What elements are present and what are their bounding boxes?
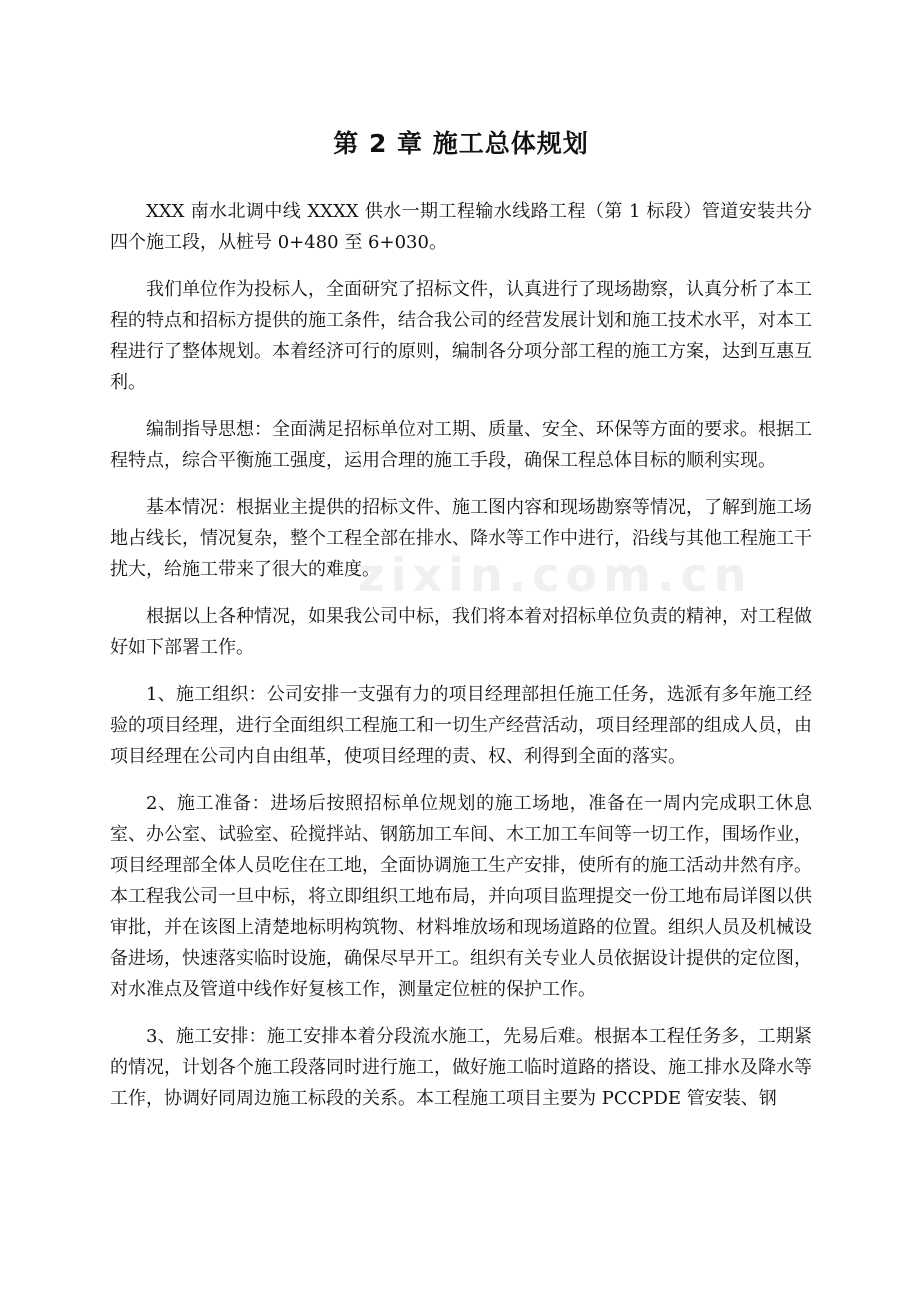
paragraph-construction-arrangement: 3、施工安排：施工安排本着分段流水施工，先易后难。根据本工程任务多，工期紧的情况，计划各个施工段落同时进行施工，做好施工临时道路的搭设、施工排水及降水等工作，协调好同周边施工标段的关系。本工程施工项目主要为 PCCPDE 管安装、钢 xyxy=(110,1026,812,1109)
paragraph-intro: XXX 南水北调中线 XXXX 供水一期工程输水线路工程（第 1 标段）管道安装共分四个施工段，从桩号 0+480 至 6+030。 xyxy=(110,201,812,253)
paragraph-construction-preparation: 2、施工准备：进场后按照招标单位规划的施工场地，准备在一周内完成职工休息室、办公室、试验室、砼搅拌站、钢筋加工车间、木工加工车间等一切工作，围场作业，项目经理部全体人员吃住在工地，全面协调施工生产安排，使所有的施工活动井然有序。本工程我公司一旦中标，将立即组织工地布局，并向项目监理提交一份工地布局详图以供审批，并在该图上清楚地标明构筑物、材料堆放场和现场道路的位置。组织人员及机械设备进场，快速落实临时设施，确保尽早开工。组织有关专业人员依据设计提供的定位图，对水准点及管道中线作好复核工作，测量定位桩的保护工作。 xyxy=(110,793,812,1000)
document-page xyxy=(110,126,812,1130)
paragraph-construction-organization: 1、施工组织：公司安排一支强有力的项目经理部担任施工任务，选派有多年施工经验的项目经理，进行全面组织工程施工和一切生产经营活动，项目经理部的组成人员，由项目经理在公司内自由组革，使项目经理的责、权、利得到全面的落实。 xyxy=(110,684,812,767)
paragraph-deployment: 根据以上各种情况，如果我公司中标，我们将本着对招标单位负责的精神，对工程做好如下部署工作。 xyxy=(110,606,812,658)
paragraph-basic-situation: 基本情况：根据业主提供的招标文件、施工图内容和现场勘察等情况，了解到施工场地占线长，情况复杂，整个工程全部在排水、降水等工作中进行，沿线与其他工程施工干扰大，给施工带来了很大的难度。 xyxy=(110,497,812,580)
chapter-title: 第 2 章 施工总体规划 xyxy=(333,129,589,158)
watermark: zixin.com.cn xyxy=(358,548,753,602)
paragraph-bidder-planning: 我们单位作为投标人，全面研究了招标文件，认真进行了现场勘察，认真分析了本工程的特点和招标方提供的施工条件，结合我公司的经营发展计划和施工技术水平，对本工程进行了整体规划。本着经济可行的原则，编制各分项分部工程的施工方案，达到互惠互利。 xyxy=(110,279,812,393)
paragraph-guiding-idea: 编制指导思想：全面满足招标单位对工期、质量、安全、环保等方面的要求。根据工程特点，综合平衡施工强度，运用合理的施工手段，确保工程总体目标的顺利实现。 xyxy=(110,419,812,471)
